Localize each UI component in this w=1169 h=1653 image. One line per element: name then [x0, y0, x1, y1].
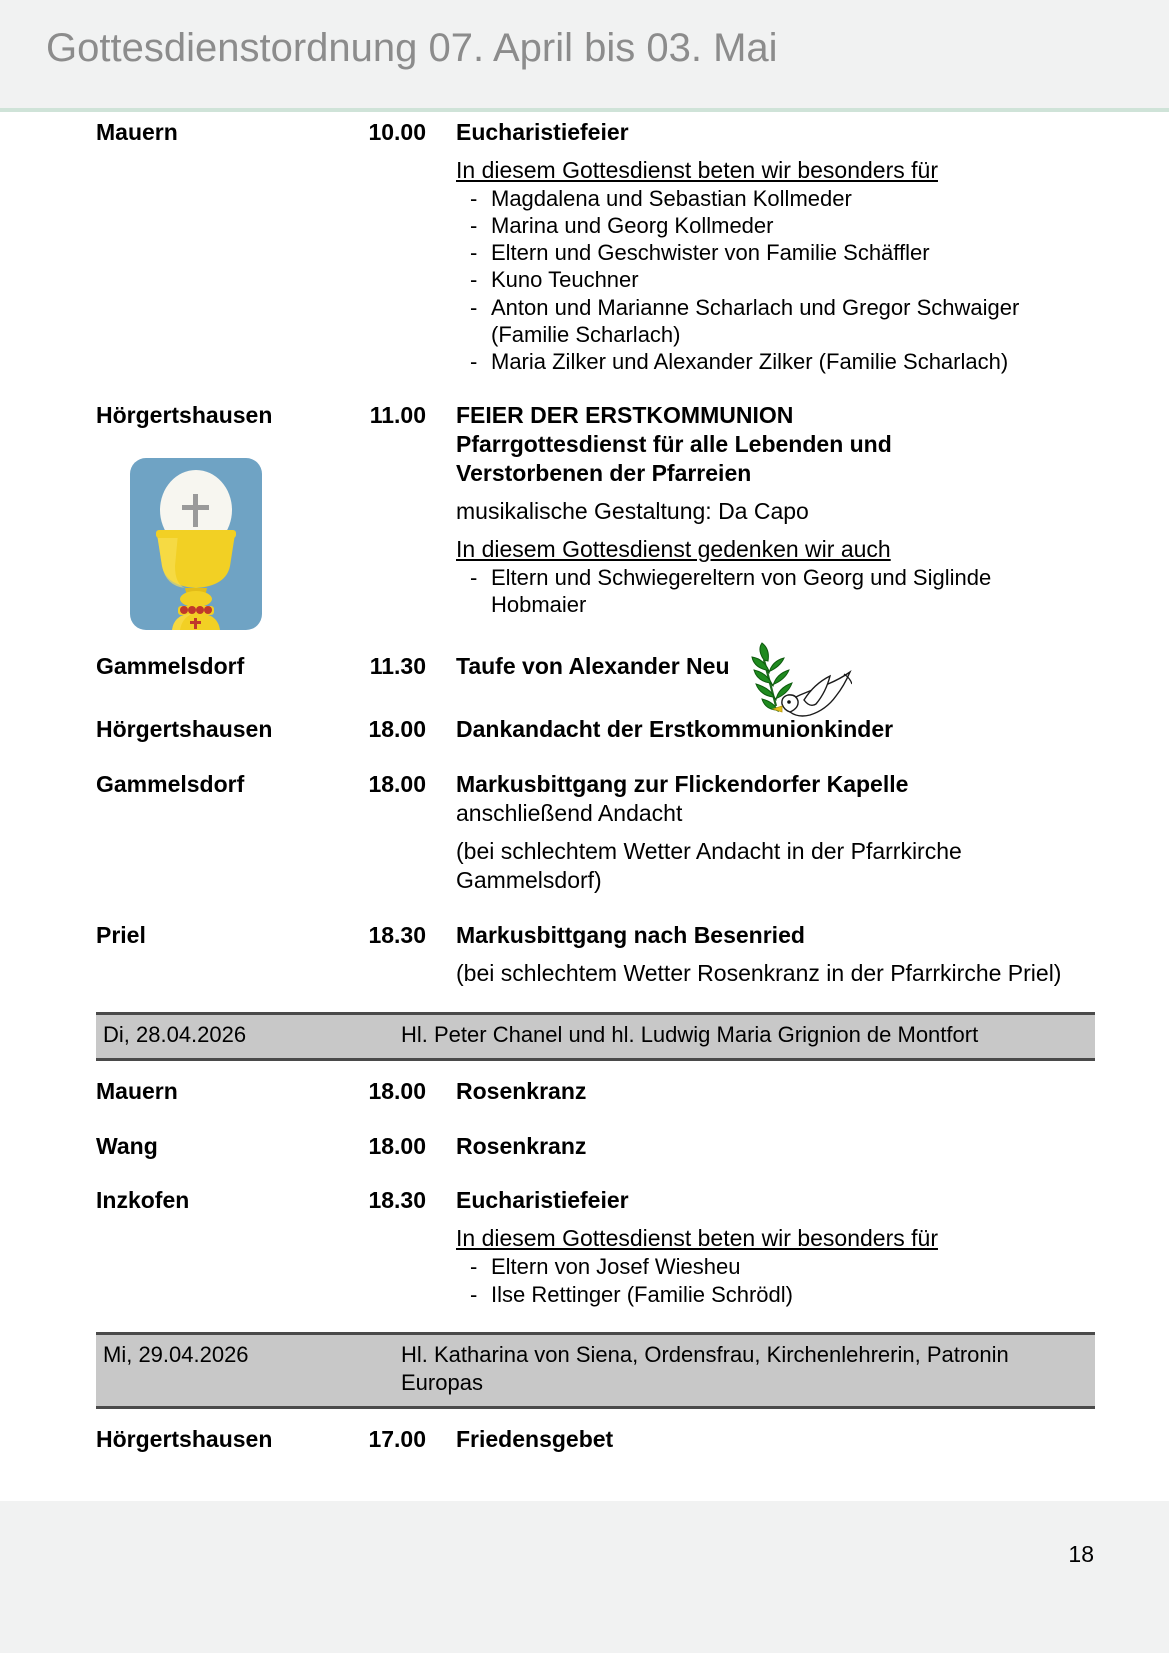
entry-note: (bei schlechtem Wetter Rosenkranz in der Pfarrkirche Priel)	[456, 959, 1062, 986]
saint-of-the-day: Hl. Peter Chanel und hl. Ludwig Maria Grignion de Montfort	[401, 1021, 979, 1047]
entry-title: Friedensgebet	[456, 1425, 614, 1452]
entry-title: Eucharistiefeier	[456, 1187, 629, 1214]
entry-place: Gammelsdorf	[96, 771, 245, 798]
list-item: - Eltern und Geschwister von Familie Schäffler	[456, 239, 1091, 266]
list-item: - Eltern und Schwiegereltern von Georg und Siglinde Hobmaier	[456, 564, 1091, 618]
entry-place: Hörgertshausen	[96, 716, 273, 743]
entry-description	[426, 116, 1169, 375]
chalice-communion-icon	[130, 458, 262, 630]
page-footer-band	[0, 1501, 1169, 1653]
entry-description	[426, 1184, 1169, 1307]
service-entry	[0, 116, 1169, 375]
service-entry	[0, 919, 1169, 988]
entry-place: Inzkofen	[96, 1187, 190, 1214]
service-entry	[0, 1184, 1169, 1307]
intention-heading: In diesem Gottesdienst beten wir besonders für	[456, 1225, 938, 1252]
entry-subtitle: anschließend Andacht	[456, 800, 683, 827]
entry-place: Priel	[96, 922, 146, 948]
service-entry	[0, 713, 1169, 744]
entry-time: 18.00	[368, 1132, 426, 1159]
date-separator-bar	[96, 1332, 1095, 1409]
entry-place: Wang	[96, 1132, 158, 1159]
page-title: Gottesdienstordnung 07. April bis 03. Mai	[46, 26, 778, 70]
entry-title: Markusbittgang zur Flickendorfer Kapelle	[456, 771, 909, 798]
date-label: Mi, 29.04.2026	[103, 1341, 249, 1367]
list-item: - Maria Zilker und Alexander Zilker (Familie Scharlach)	[456, 348, 1091, 375]
page-number: 18	[1068, 1541, 1094, 1567]
service-entry	[0, 1075, 1169, 1106]
entry-place: Mauern	[96, 119, 178, 145]
entry-note: (bei schlechtem Wetter Andacht in der Pfarrkirche Gammelsdorf)	[456, 838, 962, 894]
entry-title: Taufe von Alexander Neu	[456, 653, 730, 680]
entry-subtitle: musikalische Gestaltung: Da Capo	[456, 497, 809, 524]
entry-title: Rosenkranz	[456, 1132, 587, 1159]
intention-heading: In diesem Gottesdienst beten wir besonders für	[456, 156, 938, 183]
entry-time: 18.00	[368, 716, 426, 743]
list-item: - Ilse Rettinger (Familie Schrödl)	[456, 1281, 1091, 1308]
entry-time: 10.00	[368, 119, 426, 145]
intention-heading: In diesem Gottesdienst gedenken wir auch	[456, 535, 891, 562]
entry-description	[426, 768, 1169, 895]
page-header-band	[0, 0, 1169, 112]
entry-place: Hörgertshausen	[96, 1425, 273, 1452]
entry-place: Hörgertshausen	[96, 402, 273, 429]
entry-time: 18.30	[368, 922, 426, 948]
entry-place: Mauern	[96, 1077, 178, 1104]
entry-description	[426, 399, 1169, 618]
list-item: - Magdalena und Sebastian Kollmeder	[456, 185, 1091, 212]
saint-of-the-day: Hl. Katharina von Siena, Ordensfrau, Kirchenlehrerin, Patronin Europas	[401, 1341, 1009, 1396]
intention-list	[456, 564, 1091, 618]
entry-time: 11.00	[369, 402, 426, 429]
service-entry	[0, 768, 1169, 895]
date-separator-bar	[96, 1012, 1095, 1061]
intention-list	[456, 1253, 1091, 1307]
entry-title: Markusbittgang nach Besenried	[456, 922, 805, 948]
entry-time: 11.30	[369, 653, 426, 680]
entry-description	[426, 919, 1169, 988]
list-item: - Anton und Marianne Scharlach und Gregor Schwaiger (Familie Scharlach)	[456, 294, 1091, 348]
entry-time: 18.30	[368, 1187, 426, 1214]
service-entry	[0, 650, 1169, 681]
service-entry	[0, 1423, 1169, 1454]
dove-olive-branch-icon	[740, 640, 852, 722]
entry-title-line2: Pfarrgottesdienst für alle Lebenden und	[456, 431, 892, 457]
entry-place: Gammelsdorf	[96, 653, 245, 680]
intention-list	[456, 185, 1091, 375]
entry-time: 18.00	[368, 771, 426, 798]
list-item: - Eltern von Josef Wiesheu	[456, 1253, 1091, 1280]
entry-description	[426, 1423, 1169, 1454]
entry-description	[426, 1075, 1169, 1106]
entry-title: Rosenkranz	[456, 1077, 587, 1104]
service-entry	[0, 1130, 1169, 1161]
entry-title: Dankandacht der Erstkommunionkinder	[456, 716, 894, 743]
entry-title-line3: Verstorbenen der Pfarreien	[456, 459, 752, 486]
date-label: Di, 28.04.2026	[103, 1021, 247, 1047]
service-schedule-list	[0, 116, 1169, 1501]
list-item: - Kuno Teuchner	[456, 266, 1091, 293]
entry-time: 18.00	[368, 1077, 426, 1104]
list-item: - Marina und Georg Kollmeder	[456, 212, 1091, 239]
entry-title-line1: FEIER DER ERSTKOMMUNION	[456, 402, 794, 429]
entry-title: Eucharistiefeier	[456, 119, 629, 145]
entry-description	[426, 1130, 1169, 1161]
entry-time: 17.00	[368, 1425, 426, 1452]
